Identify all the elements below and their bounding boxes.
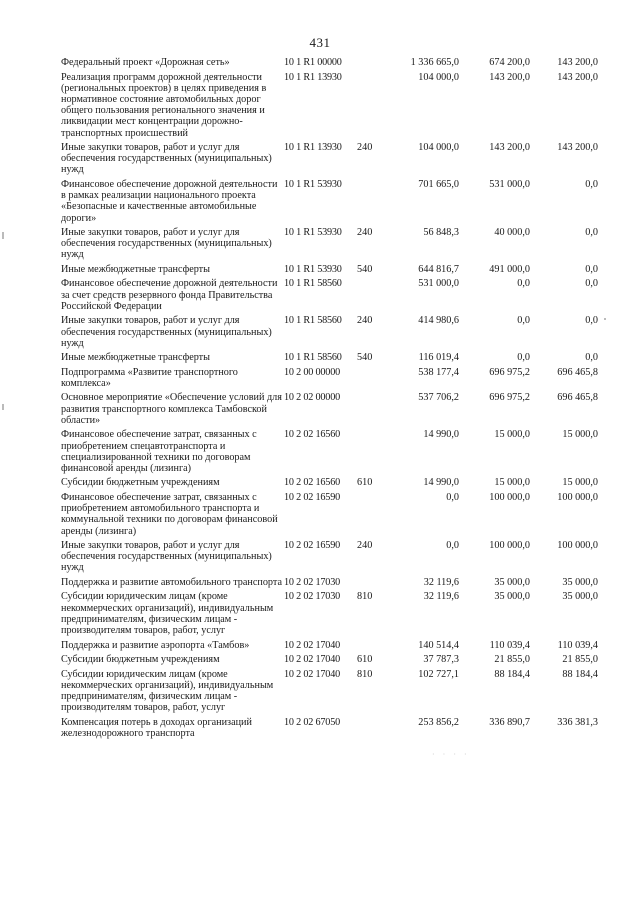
row-value-3: 21 855,0 <box>562 654 598 666</box>
row-value-1: 104 000,0 <box>418 71 459 83</box>
row-expense-type: 240 <box>357 315 373 327</box>
table-row <box>61 142 598 179</box>
row-code: 10 2 02 00000 <box>284 392 340 404</box>
row-expense-type: 610 <box>357 654 373 666</box>
row-name: Иные межбюджетные трансферты <box>61 263 210 275</box>
row-code: 10 1 R1 53930 <box>284 178 342 190</box>
row-code: 10 2 02 16560 <box>284 477 340 489</box>
row-value-1: 56 848,3 <box>423 227 459 239</box>
budget-table-body <box>61 57 598 742</box>
table-row <box>61 278 598 315</box>
row-value-3: 696 465,8 <box>557 392 598 404</box>
row-value-1: 414 980,6 <box>418 315 459 327</box>
table-row <box>61 179 598 227</box>
table-row <box>61 540 598 577</box>
row-name: Субсидии юридическим лицам (кроме некоммерческих организаций), индивидуальным предпринимателям, физическим лицам - производителям товаров, работ, услуг <box>61 668 274 714</box>
row-value-2: 100 000,0 <box>489 540 530 552</box>
row-value-3: 100 000,0 <box>557 491 598 503</box>
row-code: 10 2 02 17030 <box>284 576 340 588</box>
table-row <box>61 429 598 477</box>
row-name: Финансовое обеспечение дорожной деятельности в рамках реализации национального проекта «Безопасные и качественные автомобильные дороги» <box>61 178 278 224</box>
row-code: 10 1 R1 58560 <box>284 352 342 364</box>
table-row <box>61 367 598 393</box>
row-value-2: 0,0 <box>517 352 530 364</box>
row-expense-type <box>357 429 381 477</box>
row-value-1: 116 019,4 <box>418 352 459 364</box>
row-value-2: 531 000,0 <box>489 178 530 190</box>
row-value-1: 538 177,4 <box>418 366 459 378</box>
row-name: Иные закупки товаров, работ и услуг для обеспечения государственных (муниципальных) нужд <box>61 315 272 349</box>
budget-table <box>61 57 598 742</box>
row-value-2: 35 000,0 <box>494 576 530 588</box>
right-edge-mark <box>604 318 606 320</box>
row-expense-type <box>357 72 381 143</box>
row-code: 10 2 02 67050 <box>284 716 340 728</box>
row-name: Основное мероприятие «Обеспечение условий для развития транспортного комплекса Тамбовской области» <box>61 392 282 426</box>
table-row <box>61 669 598 717</box>
row-value-3: 0,0 <box>585 352 598 364</box>
row-code: 10 1 R1 53930 <box>284 227 342 239</box>
left-edge-mark <box>2 404 4 410</box>
row-expense-type <box>357 57 381 72</box>
row-value-3: 0,0 <box>585 263 598 275</box>
row-value-2: 35 000,0 <box>494 591 530 603</box>
table-row <box>61 477 598 492</box>
row-code: 10 2 02 17040 <box>284 654 340 666</box>
row-value-3: 696 465,8 <box>557 366 598 378</box>
row-value-1: 104 000,0 <box>418 142 459 154</box>
row-expense-type: 540 <box>357 352 373 364</box>
row-name: Иные закупки товаров, работ и услуг для обеспечения государственных (муниципальных) нужд <box>61 540 272 574</box>
row-value-3: 0,0 <box>585 278 598 290</box>
row-value-3: 336 381,3 <box>557 716 598 728</box>
table-row <box>61 492 598 540</box>
row-value-3: 143 200,0 <box>557 57 598 68</box>
row-code: 10 1 R1 53930 <box>284 263 342 275</box>
row-value-2: 696 975,2 <box>489 366 530 378</box>
row-expense-type <box>357 640 381 655</box>
row-value-3: 15 000,0 <box>562 429 598 441</box>
row-value-1: 253 856,2 <box>418 716 459 728</box>
row-value-3: 143 200,0 <box>557 71 598 83</box>
row-expense-type: 810 <box>357 668 373 680</box>
scan-artifact: · · · · <box>432 750 470 759</box>
row-expense-type <box>357 367 381 393</box>
row-value-1: 644 816,7 <box>418 263 459 275</box>
row-value-3: 110 039,4 <box>557 639 598 651</box>
row-value-1: 0,0 <box>446 491 459 503</box>
row-value-1: 14 990,0 <box>423 429 459 441</box>
table-row <box>61 654 598 669</box>
row-expense-type: 810 <box>357 591 373 603</box>
row-name: Иные межбюджетные трансферты <box>61 352 210 364</box>
row-value-3: 0,0 <box>585 227 598 239</box>
row-expense-type: 240 <box>357 142 373 154</box>
row-value-2: 21 855,0 <box>494 654 530 666</box>
row-value-1: 140 514,4 <box>418 639 459 651</box>
table-row <box>61 392 598 429</box>
row-code: 10 2 02 16590 <box>284 540 340 552</box>
row-expense-type <box>357 392 381 429</box>
row-expense-type: 240 <box>357 540 373 552</box>
row-name: Поддержка и развитие автомобильного транспорта <box>61 576 282 588</box>
row-value-2: 0,0 <box>517 315 530 327</box>
row-code: 10 1 R1 58560 <box>284 278 342 290</box>
row-value-3: 100 000,0 <box>557 540 598 552</box>
row-value-2: 110 039,4 <box>489 639 530 651</box>
row-value-2: 696 975,2 <box>489 392 530 404</box>
row-value-2: 100 000,0 <box>489 491 530 503</box>
row-code: 10 2 02 17040 <box>284 668 340 680</box>
row-value-1: 37 787,3 <box>423 654 459 666</box>
row-name: Реализация программ дорожной деятельности (региональных проектов) в целях приведения в нормативное состояние автомобильных дорог общего пользования регионального значения и ликвидации мест концентрации дорожно-транспортных происшествий <box>61 71 267 139</box>
table-row <box>61 577 598 592</box>
table-row <box>61 57 598 72</box>
table-row <box>61 227 598 264</box>
row-value-1: 32 119,6 <box>423 576 459 588</box>
row-expense-type: 540 <box>357 263 373 275</box>
row-value-1: 537 706,2 <box>418 392 459 404</box>
row-value-1: 1 336 665,0 <box>410 57 459 68</box>
row-value-3: 0,0 <box>585 315 598 327</box>
row-name: Подпрограмма «Развитие транспортного комплекса» <box>61 366 238 389</box>
row-value-2: 88 184,4 <box>494 668 530 680</box>
row-name: Финансовое обеспечение затрат, связанных с приобретением автомобильного транспорта и коммунальной техники по договорам финансовой аренды (лизинга) <box>61 491 278 537</box>
row-name: Поддержка и развитие аэропорта «Тамбов» <box>61 639 250 651</box>
table-row <box>61 315 598 352</box>
row-value-1: 102 727,1 <box>418 668 459 680</box>
row-value-2: 15 000,0 <box>494 429 530 441</box>
row-value-3: 35 000,0 <box>562 576 598 588</box>
row-value-2: 40 000,0 <box>494 227 530 239</box>
row-code: 10 2 02 16590 <box>284 491 340 503</box>
row-name: Финансовое обеспечение дорожной деятельности за счет средств резервного фонда Правительства Российской Федерации <box>61 278 278 312</box>
row-name: Иные закупки товаров, работ и услуг для обеспечения государственных (муниципальных) нужд <box>61 227 272 261</box>
row-code: 10 1 R1 13930 <box>284 71 342 83</box>
row-value-3: 0,0 <box>585 178 598 190</box>
row-value-1: 32 119,6 <box>423 591 459 603</box>
row-value-2: 336 890,7 <box>489 716 530 728</box>
row-expense-type: 610 <box>357 477 373 489</box>
table-row <box>61 717 598 743</box>
table-row <box>61 640 598 655</box>
row-value-3: 88 184,4 <box>562 668 598 680</box>
row-expense-type <box>357 179 381 227</box>
row-expense-type <box>357 278 381 315</box>
row-value-2: 0,0 <box>517 278 530 290</box>
row-name: Субсидии юридическим лицам (кроме некоммерческих организаций), индивидуальным предпринимателям, физическим лицам - производителям товаров, работ, услуг <box>61 591 274 637</box>
row-code: 10 2 02 17030 <box>284 591 340 603</box>
left-edge-mark <box>2 232 4 239</box>
row-value-2: 491 000,0 <box>489 263 530 275</box>
row-code: 10 1 R1 58560 <box>284 315 342 327</box>
row-code: 10 1 R1 13930 <box>284 142 342 154</box>
row-value-1: 701 665,0 <box>418 178 459 190</box>
row-name: Финансовое обеспечение затрат, связанных с приобретением спецавтотранспорта и специализированной техники по договорам финансовой аренды (лизинга) <box>61 429 257 474</box>
table-row <box>61 264 598 279</box>
table-row <box>61 591 598 639</box>
row-code: 10 1 R1 00000 <box>284 57 342 68</box>
row-value-2: 674 200,0 <box>489 57 530 68</box>
row-value-2: 15 000,0 <box>494 477 530 489</box>
row-name: Иные закупки товаров, работ и услуг для обеспечения государственных (муниципальных) нужд <box>61 142 272 176</box>
row-code: 10 2 02 17040 <box>284 639 340 651</box>
row-value-1: 531 000,0 <box>418 278 459 290</box>
row-value-3: 143 200,0 <box>557 142 598 154</box>
row-name: Субсидии бюджетным учреждениям <box>61 477 220 489</box>
row-expense-type <box>357 492 381 540</box>
row-value-2: 143 200,0 <box>489 142 530 154</box>
row-code: 10 2 02 16560 <box>284 429 340 441</box>
row-value-2: 143 200,0 <box>489 71 530 83</box>
table-row <box>61 352 598 367</box>
row-expense-type <box>357 577 381 592</box>
row-name: Субсидии бюджетным учреждениям <box>61 654 220 666</box>
row-name: Компенсация потерь в доходах организаций железнодорожного транспорта <box>61 716 252 739</box>
row-value-1: 14 990,0 <box>423 477 459 489</box>
row-name: Федеральный проект «Дорожная сеть» <box>61 57 230 68</box>
row-value-1: 0,0 <box>446 540 459 552</box>
row-expense-type <box>357 717 381 743</box>
table-row <box>61 72 598 143</box>
row-value-3: 15 000,0 <box>562 477 598 489</box>
page-number: 431 <box>309 35 331 50</box>
row-value-3: 35 000,0 <box>562 591 598 603</box>
row-expense-type: 240 <box>357 227 373 239</box>
row-code: 10 2 00 00000 <box>284 366 340 378</box>
